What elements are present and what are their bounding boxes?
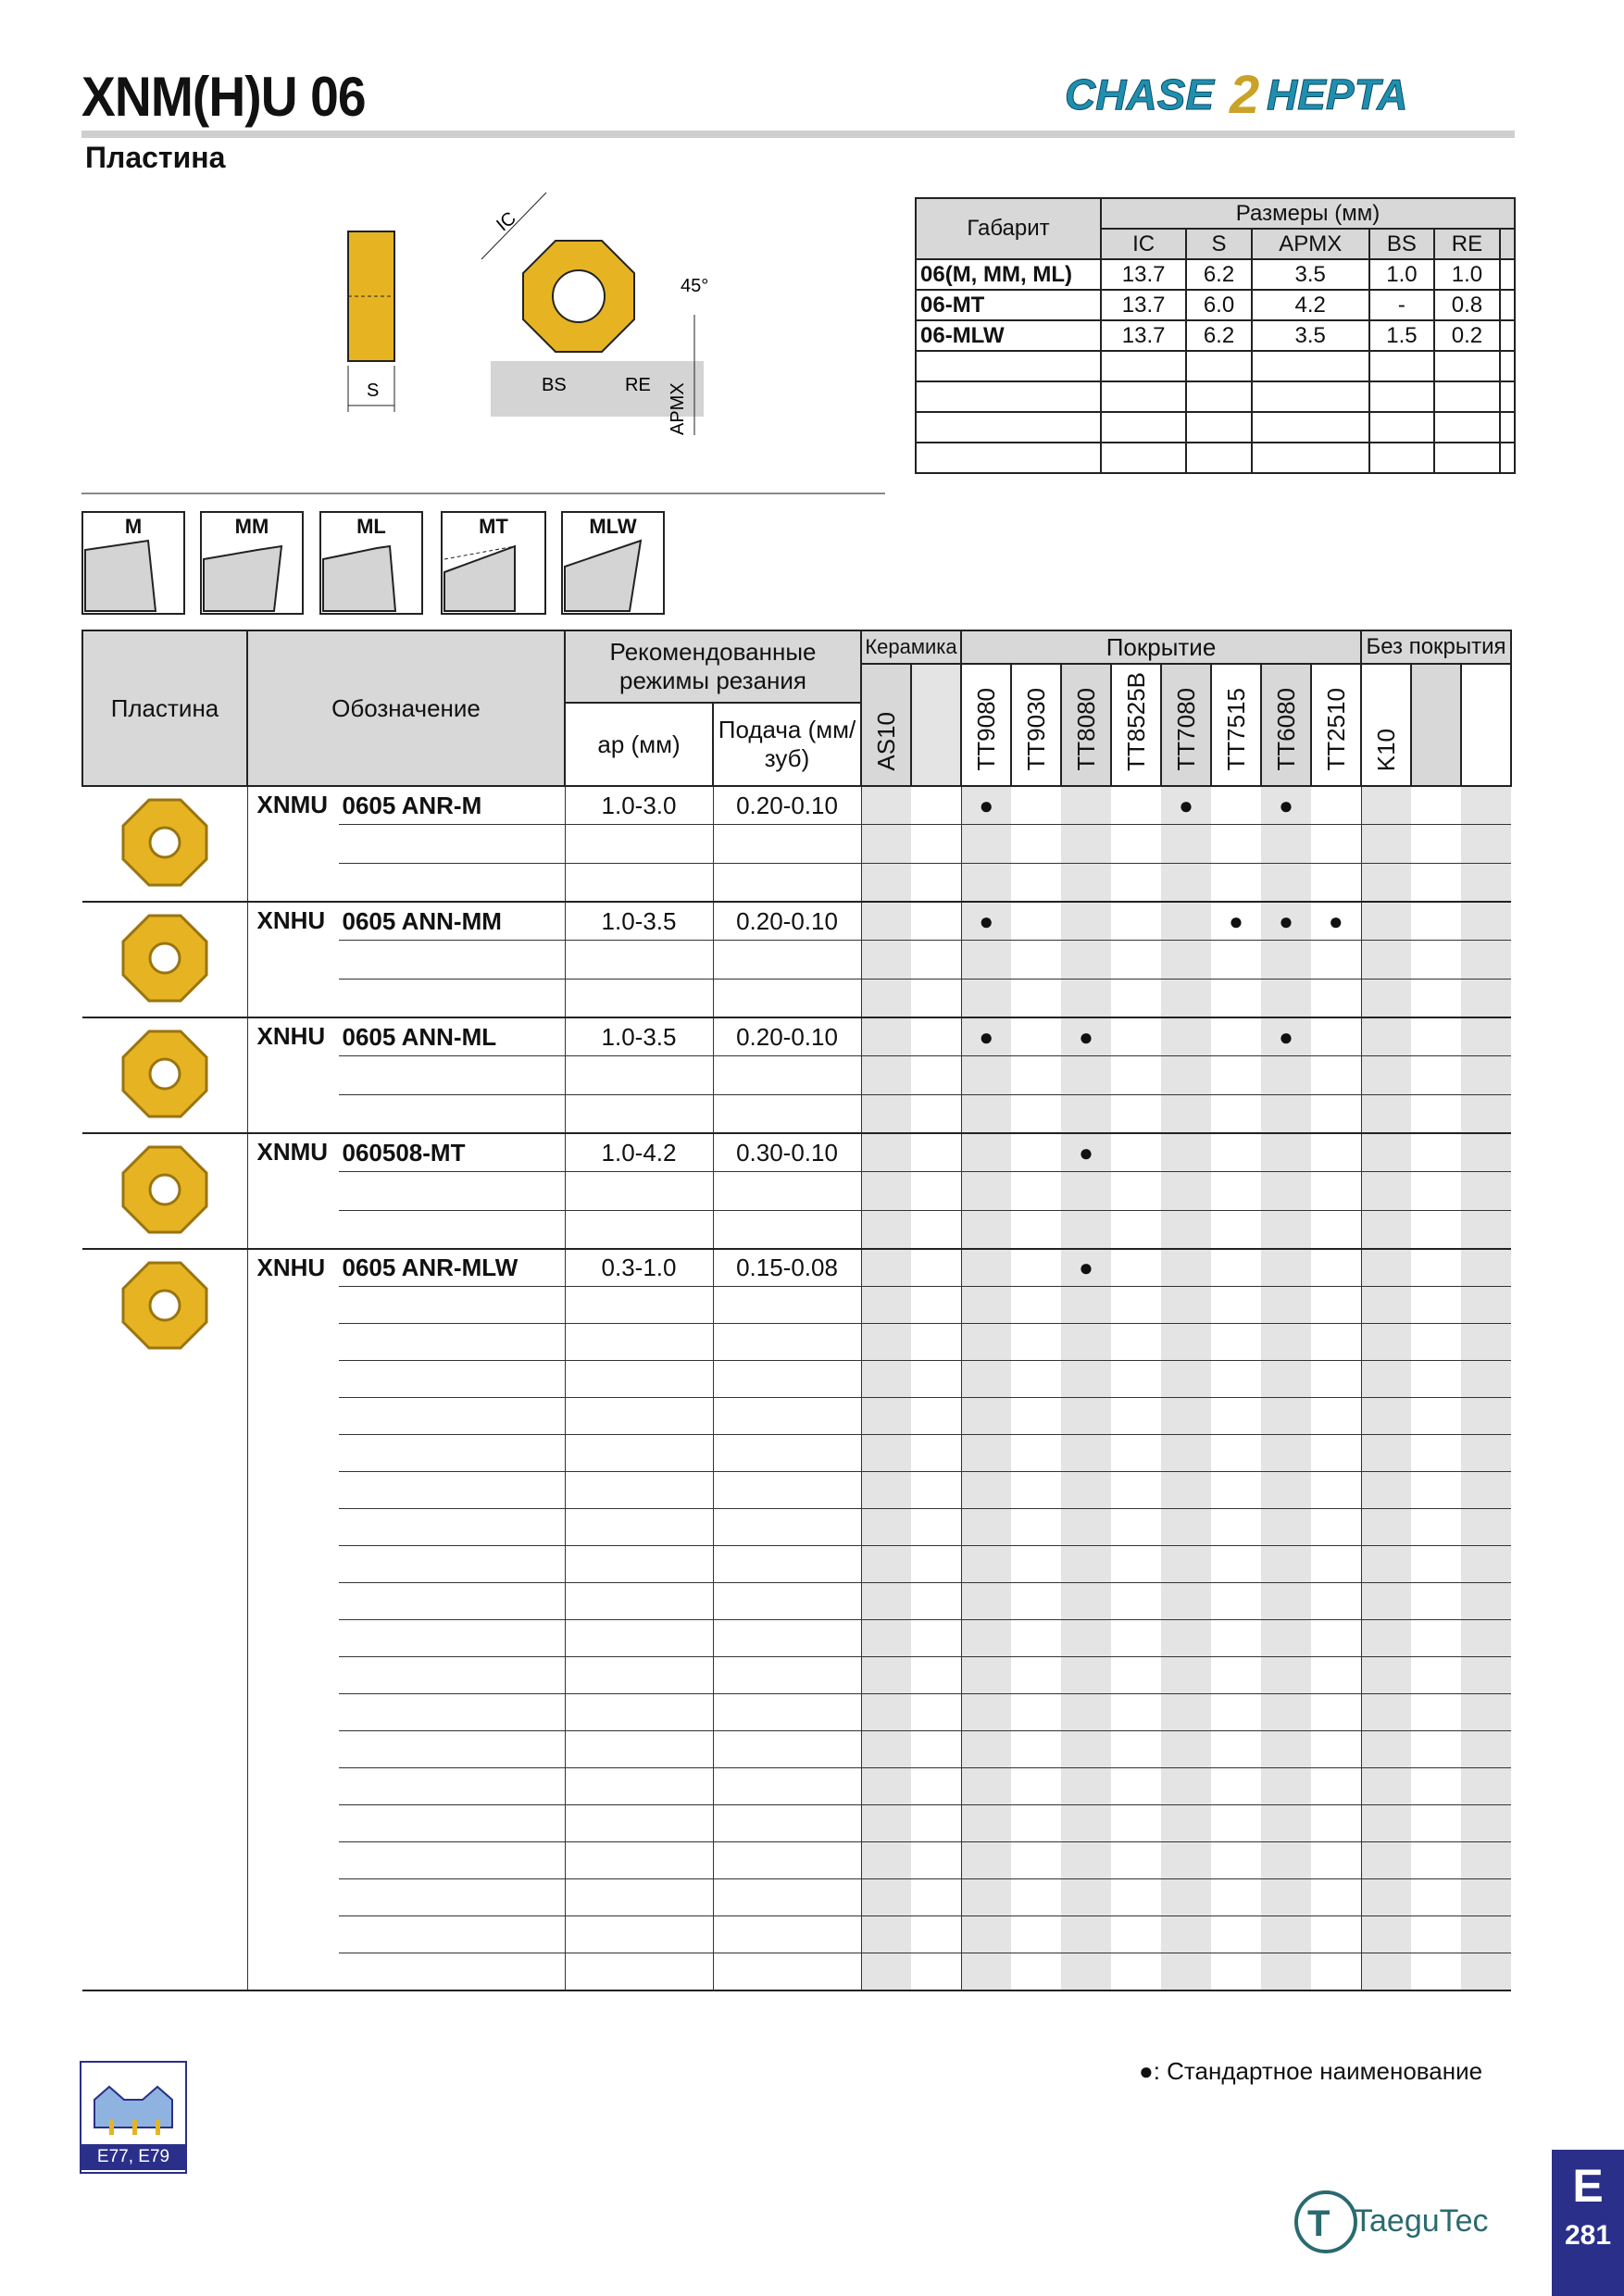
dim-cell: 1.0 <box>1434 259 1500 290</box>
table-row <box>82 1249 1511 1287</box>
insert-table <box>81 630 1512 1991</box>
grade-header: TT7080 <box>1161 664 1211 786</box>
availability-dot: ● <box>961 1017 1011 1056</box>
label-s: S <box>367 381 380 401</box>
availability-dot: ● <box>1061 1017 1111 1056</box>
brand-text: TaeguTec <box>1354 2203 1489 2239</box>
feed-value: 0.20-0.10 <box>713 1017 861 1056</box>
cutter-icon <box>81 2063 185 2146</box>
designation-prefix: XNMU <box>247 1133 339 1249</box>
profile-m: M <box>81 511 185 615</box>
dim-row <box>916 320 1515 351</box>
dim-cell: 6.2 <box>1186 320 1252 351</box>
designation-prefix: XNMU <box>247 786 339 902</box>
designation-prefix: XNHU <box>247 1249 339 1990</box>
dim-code: 06(M, MM, ML) <box>916 259 1101 290</box>
legend: ●: Стандартное наименование <box>1139 2057 1483 2085</box>
grade-header: TT9030 <box>1011 664 1061 786</box>
grade-header: K10 <box>1361 664 1411 786</box>
dim-cell: 1.0 <box>1369 259 1435 290</box>
grade-header: TT7515 <box>1211 664 1261 786</box>
dim-code: 06-MT <box>916 290 1101 320</box>
feed-value: 0.20-0.10 <box>713 786 861 825</box>
designation-prefix: XNHU <box>247 1017 339 1133</box>
insert-image <box>82 902 247 1017</box>
recommended-header: Рекомендованные режимы резания <box>565 630 861 703</box>
svg-text:2: 2 <box>1230 65 1260 120</box>
title-rule <box>81 131 1515 138</box>
ceramic-header: Керамика <box>861 630 961 664</box>
svg-text:BS: BS <box>542 375 567 395</box>
insert-image <box>82 1133 247 1249</box>
dim-cell: 6.0 <box>1186 290 1252 320</box>
dim-cell: 3.5 <box>1252 259 1369 290</box>
cutter-reference-label: E77, E79 <box>80 2144 187 2170</box>
col-insert-header: Пластина <box>82 630 247 786</box>
ap-value: 1.0-3.0 <box>565 786 713 825</box>
logo-text: CHASE <box>1065 70 1215 119</box>
availability-dot: ● <box>1261 1017 1311 1056</box>
grade-header: TT2510 <box>1311 664 1361 786</box>
svg-text:T: T <box>1307 2203 1330 2244</box>
uncoated-header: Без покрытия <box>1361 630 1511 664</box>
insert-image <box>82 786 247 902</box>
section-tab <box>1552 2150 1624 2296</box>
availability-dot: ● <box>1211 902 1261 941</box>
dim-col-header: BS <box>1369 229 1435 259</box>
gabarit-header: Габарит <box>916 198 1101 259</box>
profile-mt: MT <box>441 511 546 615</box>
dim-row <box>916 259 1515 290</box>
chase2hepta-logo <box>1056 65 1518 120</box>
dim-code: 06-MLW <box>916 320 1101 351</box>
dim-cell: 3.5 <box>1252 320 1369 351</box>
designation-code: 060508-MT <box>339 1133 566 1172</box>
dim-row <box>916 290 1515 320</box>
availability-dot: ● <box>961 786 1011 825</box>
insert-image <box>82 1017 247 1133</box>
availability-dot: ● <box>1161 786 1211 825</box>
designation-code: 0605 ANR-MLW <box>339 1249 566 1287</box>
grade-header: TT9080 <box>961 664 1011 786</box>
taegutec-logo <box>1289 2185 1530 2259</box>
dim-col-header: S <box>1186 229 1252 259</box>
feed-value: 0.30-0.10 <box>713 1133 861 1172</box>
ap-header: ap (мм) <box>565 703 713 786</box>
table-row <box>82 1133 1511 1172</box>
table-row <box>82 1017 1511 1056</box>
grade-header: TT8525B <box>1111 664 1161 786</box>
dim-cell: 4.2 <box>1252 290 1369 320</box>
insert-drawing <box>333 185 722 444</box>
dim-cell: 13.7 <box>1101 320 1186 351</box>
ap-value: 1.0-4.2 <box>565 1133 713 1172</box>
dim-cell: 0.2 <box>1434 320 1500 351</box>
profile-ml: ML <box>319 511 423 615</box>
dim-col-header: IC <box>1101 229 1186 259</box>
dim-cell: - <box>1369 290 1435 320</box>
table-row <box>82 786 1511 825</box>
svg-text:APMX: APMX <box>668 382 688 435</box>
svg-text:45°: 45° <box>681 276 709 296</box>
availability-dot: ● <box>1261 786 1311 825</box>
sizes-header: Размеры (мм) <box>1101 198 1515 229</box>
dim-cell: 13.7 <box>1101 259 1186 290</box>
dim-col-header: RE <box>1434 229 1500 259</box>
ap-value: 1.0-3.5 <box>565 902 713 941</box>
feed-value: 0.20-0.10 <box>713 902 861 941</box>
insert-image <box>82 1249 247 1990</box>
col-designation-header: Обозначение <box>247 630 565 786</box>
availability-dot: ● <box>1311 902 1361 941</box>
designation-code: 0605 ANN-ML <box>339 1017 566 1056</box>
availability-dot: ● <box>961 902 1011 941</box>
grade-header: AS10 <box>861 664 911 786</box>
ap-value: 1.0-3.5 <box>565 1017 713 1056</box>
dim-cell: 6.2 <box>1186 259 1252 290</box>
page-subtitle: Пластина <box>85 141 226 174</box>
dim-cell: 1.5 <box>1369 320 1435 351</box>
dim-col-header: APMX <box>1252 229 1369 259</box>
profile-mlw: MLW <box>561 511 665 615</box>
coated-header: Покрытие <box>961 630 1361 664</box>
page-title: XNM(H)U 06 <box>81 66 366 128</box>
svg-text:IC: IC <box>493 207 520 236</box>
availability-dot: ● <box>1061 1249 1111 1287</box>
feed-value: 0.15-0.08 <box>713 1249 861 1287</box>
ap-value: 0.3-1.0 <box>565 1249 713 1287</box>
insert-table-body <box>82 786 1511 1990</box>
availability-dot: ● <box>1261 902 1311 941</box>
svg-text:RE: RE <box>625 375 651 395</box>
profile-mm: MM <box>200 511 304 615</box>
dimensions-table <box>915 197 1516 474</box>
table-row <box>82 902 1511 941</box>
designation-code: 0605 ANN-MM <box>339 902 566 941</box>
grade-header: TT8080 <box>1061 664 1111 786</box>
svg-text:HEPTA: HEPTA <box>1267 70 1408 119</box>
designation-prefix: XNHU <box>247 902 339 1017</box>
dim-cell: 13.7 <box>1101 290 1186 320</box>
page-number: 281 <box>1564 2220 1612 2251</box>
availability-dot: ● <box>1061 1133 1111 1172</box>
separator <box>81 493 885 494</box>
dim-cell: 0.8 <box>1434 290 1500 320</box>
designation-code: 0605 ANR-M <box>339 786 566 825</box>
feed-header: Подача (мм/зуб) <box>713 703 861 786</box>
grade-header: TT6080 <box>1261 664 1311 786</box>
section-letter: E <box>1572 2160 1604 2212</box>
